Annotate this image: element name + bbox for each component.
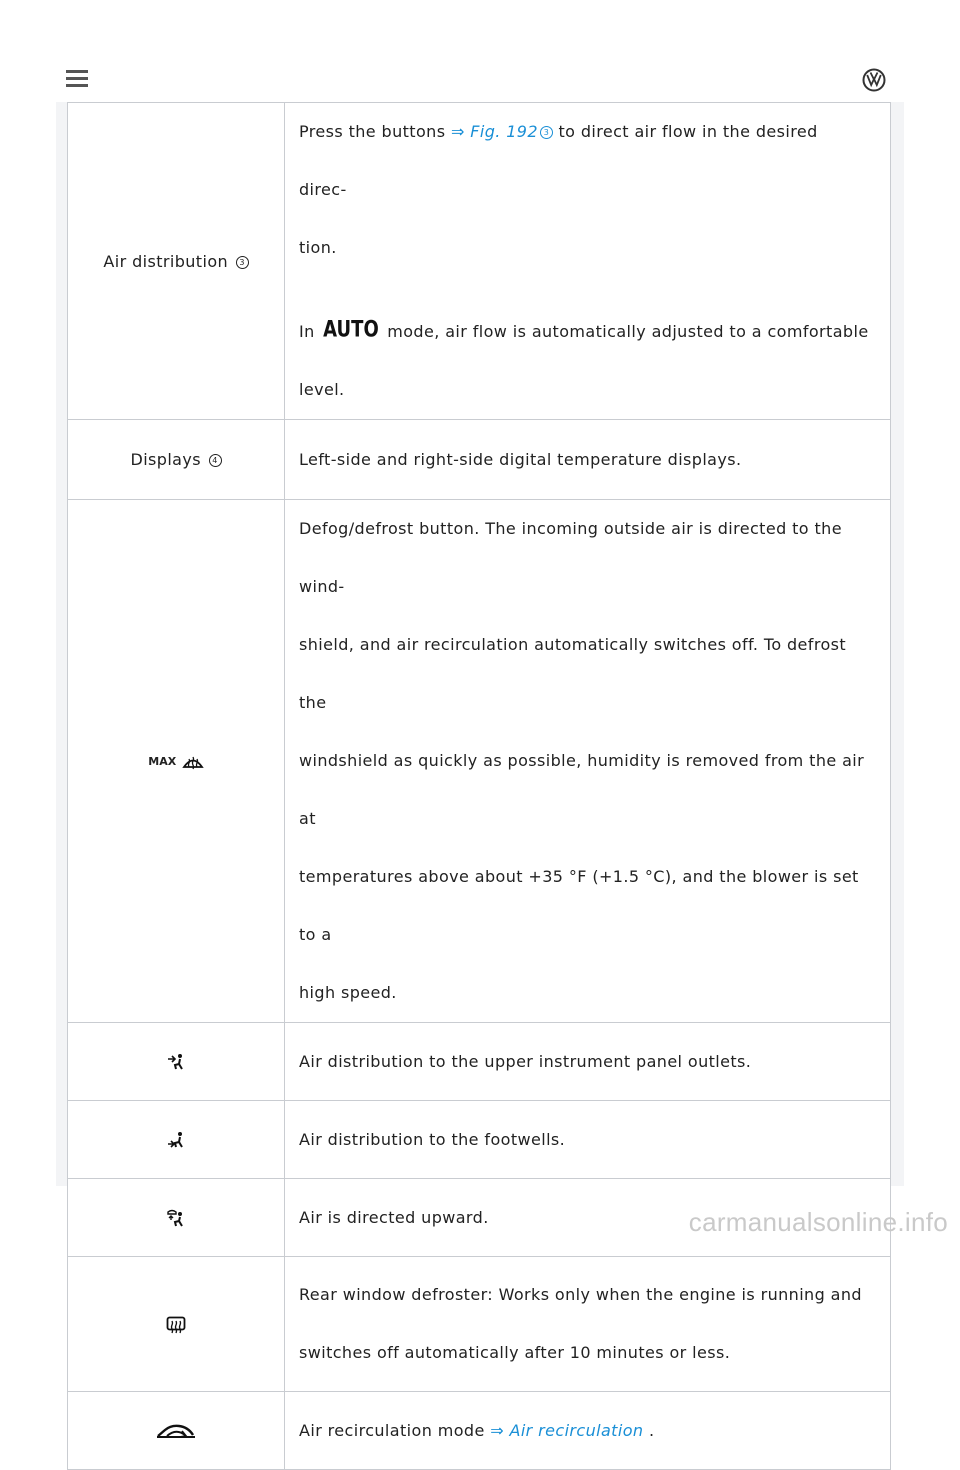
table-row: [68, 1392, 891, 1470]
description-line: Air is directed upward.: [299, 1207, 489, 1227]
callout-number: 3: [540, 126, 553, 139]
row-description-cell: [285, 1257, 891, 1392]
description-line: high speed.: [299, 983, 397, 1002]
row-description-cell: [285, 500, 891, 1023]
row-description-cell: [285, 1101, 891, 1179]
description-text: In: [299, 322, 315, 341]
upward-airflow-icon: [167, 1209, 185, 1227]
upper-vents-airflow-icon: [167, 1053, 185, 1071]
description-line: tion.: [299, 238, 337, 257]
description-line: [299, 1402, 870, 1460]
row-icon-cell: [68, 1023, 285, 1101]
table-row: [68, 420, 891, 500]
air-recirculation-icon: [155, 1421, 197, 1441]
description-line: windshield as quickly as possible, humidity is removed from the air at: [299, 751, 865, 828]
description-text: .: [648, 1420, 655, 1440]
description-text: to direct air flow in the desired direc-: [299, 122, 818, 199]
table-row: [68, 500, 891, 1023]
description-line: [299, 103, 870, 219]
description-line: Defog/defrost button. The incoming outside air is directed to the wind-: [299, 519, 842, 596]
description-line: switches off automatically after 10 minutes or less.: [299, 1343, 731, 1362]
description-line: temperatures above about +35 °F (+1.5 °C), and the blower is set to a: [299, 867, 859, 944]
description-line: Left-side and right-side digital temperature displays.: [299, 449, 742, 469]
max-defrost-icon: MAX: [148, 751, 203, 770]
description-text: Air recirculation mode: [299, 1420, 485, 1440]
hamburger-menu-icon[interactable]: [66, 70, 88, 88]
row-description-cell: [285, 1023, 891, 1101]
callout-number: 3: [236, 256, 249, 269]
row-label-cell: [68, 420, 285, 500]
description-text: mode, air flow is automatically adjusted to a comfortable level.: [299, 322, 869, 399]
description-line: Air distribution to the footwells.: [299, 1129, 566, 1149]
row-icon-cell: [68, 1101, 285, 1179]
table-row: [68, 103, 891, 420]
table-row: [68, 1101, 891, 1179]
description-line: Rear window defroster: Works only when the engine is running and: [299, 1285, 862, 1304]
table-row: [68, 1023, 891, 1101]
climate-controls-table: [67, 102, 891, 1470]
row-icon-cell: [68, 1179, 285, 1257]
row-description-cell: [285, 1392, 891, 1470]
watermark: carmanualsonline.info: [688, 1207, 948, 1237]
callout-number: 4: [209, 454, 222, 467]
top-bar: [0, 0, 960, 102]
footwell-airflow-icon: [167, 1131, 185, 1149]
row-label-cell: [68, 103, 285, 420]
row-label: Air distribution: [103, 251, 229, 271]
auto-button-icon: AUTO: [323, 316, 379, 343]
description-text: Press the buttons: [299, 122, 446, 141]
description-line: [299, 301, 870, 419]
vw-logo-icon[interactable]: [862, 68, 886, 92]
row-icon-cell: [68, 500, 285, 1023]
description-line: shield, and air recirculation automatically switches off. To defrost the: [299, 635, 847, 712]
rear-window-defroster-icon: [166, 1316, 186, 1334]
figure-reference-link[interactable]: ⇒ Fig. 192 3: [451, 122, 553, 141]
row-icon-cell: [68, 1257, 285, 1392]
row-description-cell: [285, 103, 891, 420]
row-icon-cell: [68, 1392, 285, 1470]
air-recirculation-link[interactable]: ⇒ Air recirculation: [490, 1420, 644, 1440]
row-label: Displays: [130, 450, 201, 469]
description-line: Air distribution to the upper instrument panel outlets.: [299, 1051, 752, 1071]
row-description-cell: [285, 420, 891, 500]
table-row: [68, 1257, 891, 1392]
